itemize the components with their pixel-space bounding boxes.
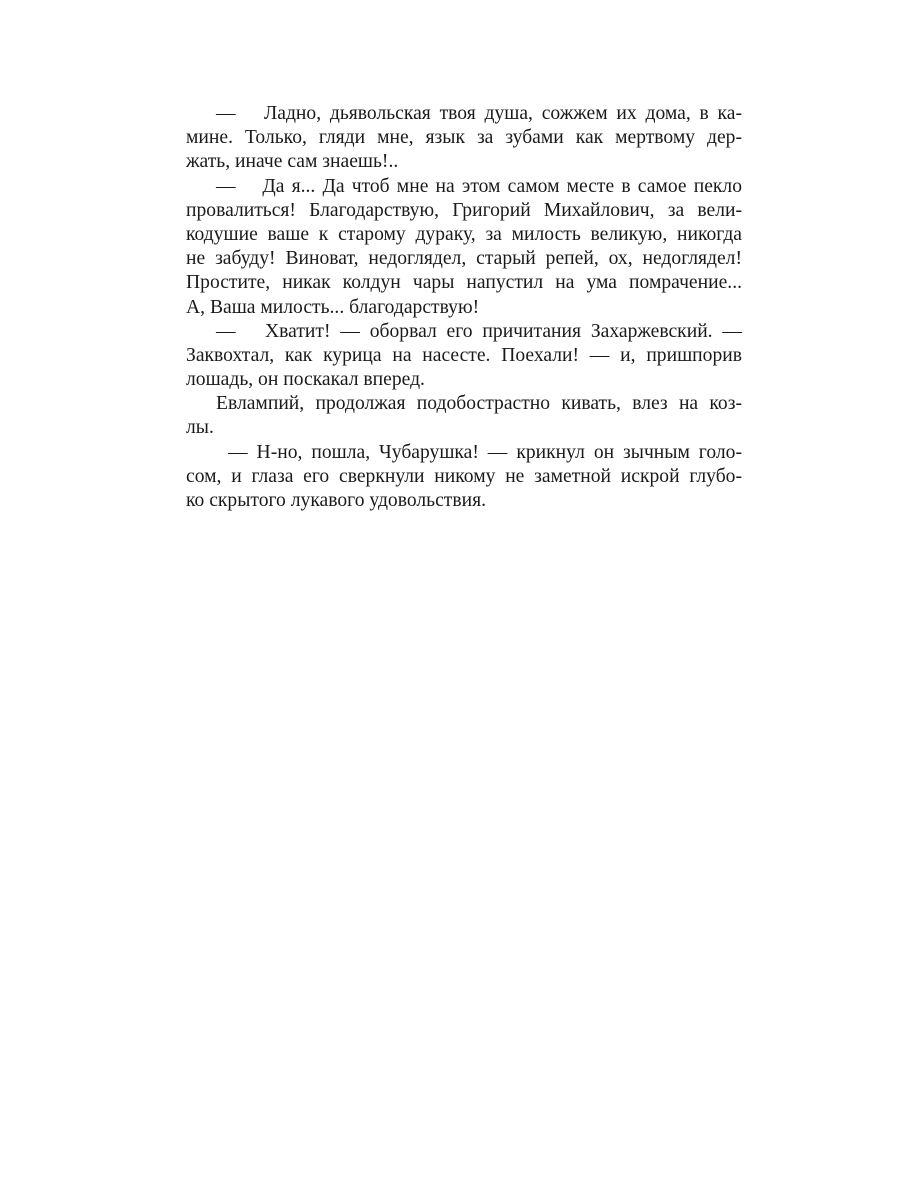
text-line: не забуду! Виноват, недоглядел, старый репей, ох, недоглядел! xyxy=(186,248,742,270)
text-line: — Ладно, дьявольская твоя душа, сожжем их дома, в ка- xyxy=(216,103,742,124)
text-line: провалиться! Благодарствую, Григорий Михайлович, за вели- xyxy=(186,199,742,221)
text-line: — Н-но, пошла, Чубарушка! — крикнул он зычным голо- xyxy=(228,441,742,463)
text-line: А, Ваша милость... благодарствую! xyxy=(186,296,480,318)
text-block xyxy=(186,102,742,513)
text-line: Евлампий, продолжая подобострастно кивать, влез на коз- xyxy=(216,393,742,415)
text-line: Простите, никак колдун чары напустил на ума помрачение... xyxy=(186,272,742,294)
text-line: лы. xyxy=(186,417,214,439)
text-line: — Хватит! — оборвал его причитания Захаржевский. — xyxy=(216,320,742,342)
text-line: — Да я... Да чтоб мне на этом самом месте в самое пекло xyxy=(216,175,742,197)
text-line: ко скрытого лукавого удовольствия. xyxy=(186,490,486,511)
text-line: жать, иначе сам знаешь!.. xyxy=(186,151,399,173)
text-line: мине. Только, гляди мне, язык за зубами как мертвому дер- xyxy=(186,127,742,149)
text-line: кодушие ваше к старому дураку, за милость великую, никогда xyxy=(186,223,742,245)
text-line: Заквохтал, как курица на насесте. Поехали! — и, пришпорив xyxy=(186,344,742,366)
text-line: сом, и глаза его сверкнули никому не заметной искрой глубо- xyxy=(186,465,742,487)
text-line: лошадь, он поскакал вперед. xyxy=(186,369,425,391)
